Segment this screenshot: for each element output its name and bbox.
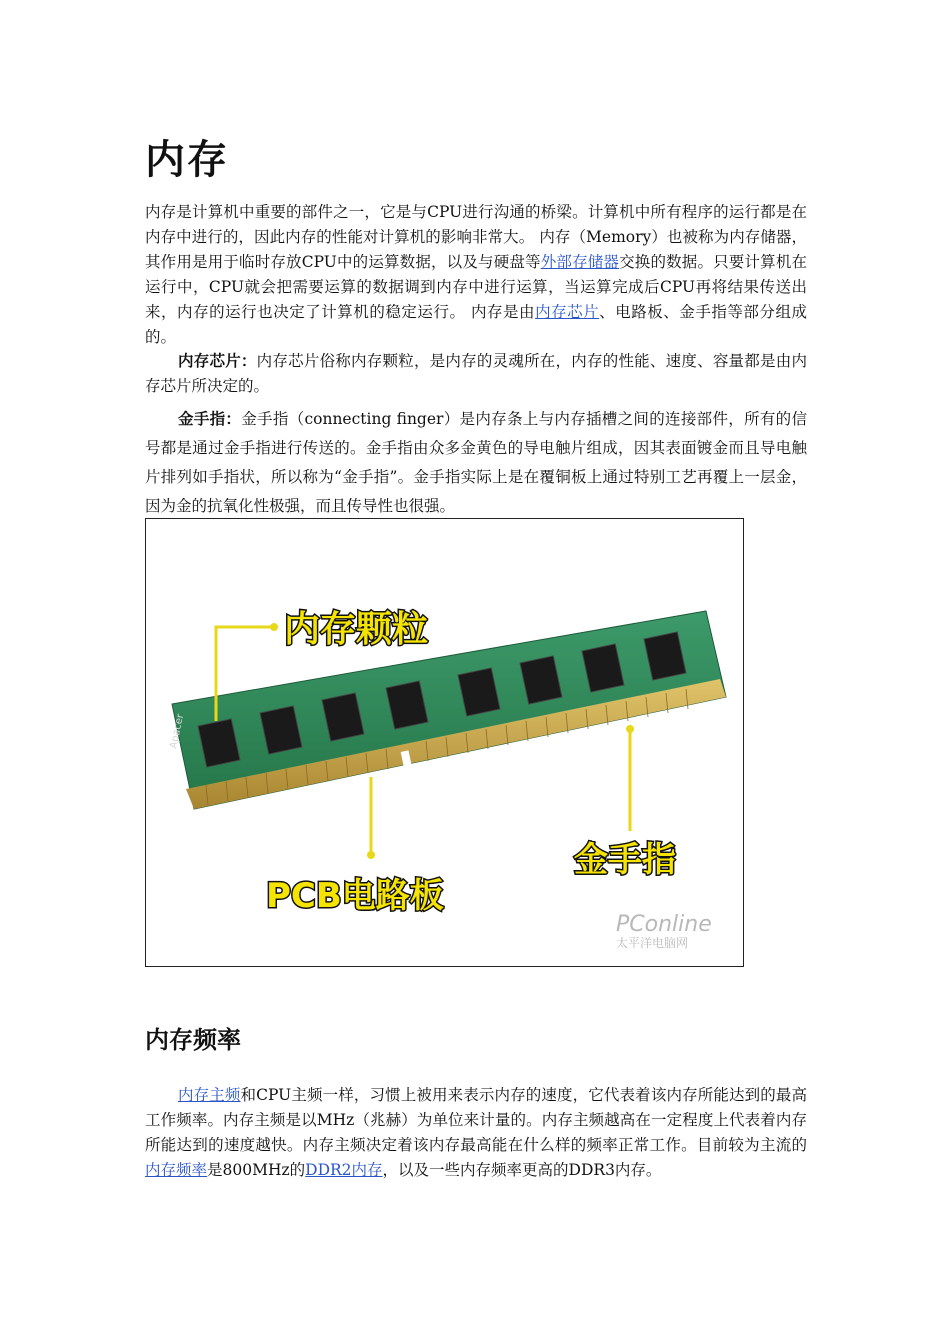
link-memory-frequency[interactable]: 内存频率 [145, 1161, 208, 1179]
frequency-paragraph [145, 1083, 807, 1183]
intro-text-b: 交换的数据。只要计算机在运行中，CPU就会把需要运算的数据调到内存中进行运算，当运算完成后CPU再将结果传送出来，内存的运行也决定了计算机的稳定运行。 内存是由 [145, 253, 807, 321]
callout-pcb-label: PCB电路板 [266, 876, 444, 916]
frequency-text-c: ，以及一些内存频率更高的DDR3内存。 [382, 1161, 662, 1179]
link-external-storage[interactable]: 外部存储器 [540, 253, 620, 271]
callout-chip-label: 内存颗粒 [284, 609, 429, 650]
frequency-text-b: 是800MHz的 [207, 1161, 306, 1179]
link-ddr2-memory[interactable]: DDR2内存 [305, 1161, 383, 1179]
link-memory-main-frequency[interactable]: 内存主频 [178, 1086, 241, 1104]
link-memory-chip[interactable]: 内存芯片 [535, 303, 600, 321]
chip-label: 内存芯片： [178, 351, 257, 370]
watermark-logo: PConline [616, 912, 712, 937]
chip-paragraph [145, 348, 807, 399]
callout-finger-label: 金手指 [574, 840, 676, 880]
chip-text: 内存芯片俗称内存颗粒，是内存的灵魂所在，内存的性能、速度、容量都是由内存芯片所决定的。 [145, 352, 807, 395]
memory-module-figure [145, 518, 744, 967]
page-title: 内存 [145, 137, 229, 183]
frequency-text-a: 和CPU主频一样，习惯上被用来表示内存的速度，它代表着该内存所能达到的最高工作频率。内存主频是以MHz（兆赫）为单位来计量的。内存主频越高在一定程度上代表着内存所能达到的速度越快。内存主频决定着该内存最高能在什么样的频率正常工作。目前较为主流的 [145, 1086, 807, 1154]
brand-label: Apacer [168, 713, 187, 750]
intro-paragraph [145, 200, 807, 350]
memory-module-illustration [146, 519, 743, 966]
watermark-cn: 太平洋电脑网 [616, 936, 689, 950]
section-title-frequency: 内存频率 [145, 1026, 241, 1054]
finger-label: 金手指： [178, 409, 242, 428]
intro-text-a: 内存是计算机中重要的部件之一，它是与CPU进行沟通的桥梁。计算机中所有程序的运行都是在内存中进行的，因此内存的性能对计算机的影响非常大。 内存（Memory）也被称为内存储器，其作用是用于临时存放CPU中的运算数据，以及与硬盘等 [145, 203, 807, 271]
finger-text: 金手指（connecting finger）是内存条上与内存插槽之间的连接部件，所有的信号都是通过金手指进行传送的。金手指由众多金黄色的导电触片组成，因其表面镀金而且导电触片排列如手指状，所以称为“金手指”。金手指实际上是在覆铜板上通过特别工艺再覆上一层金，因为金的抗氧化性极强，而且传导性也很强。 [145, 410, 807, 515]
finger-paragraph [145, 404, 807, 521]
intro-text-c: 、电路板、金手指等部分组成的。 [145, 303, 807, 346]
